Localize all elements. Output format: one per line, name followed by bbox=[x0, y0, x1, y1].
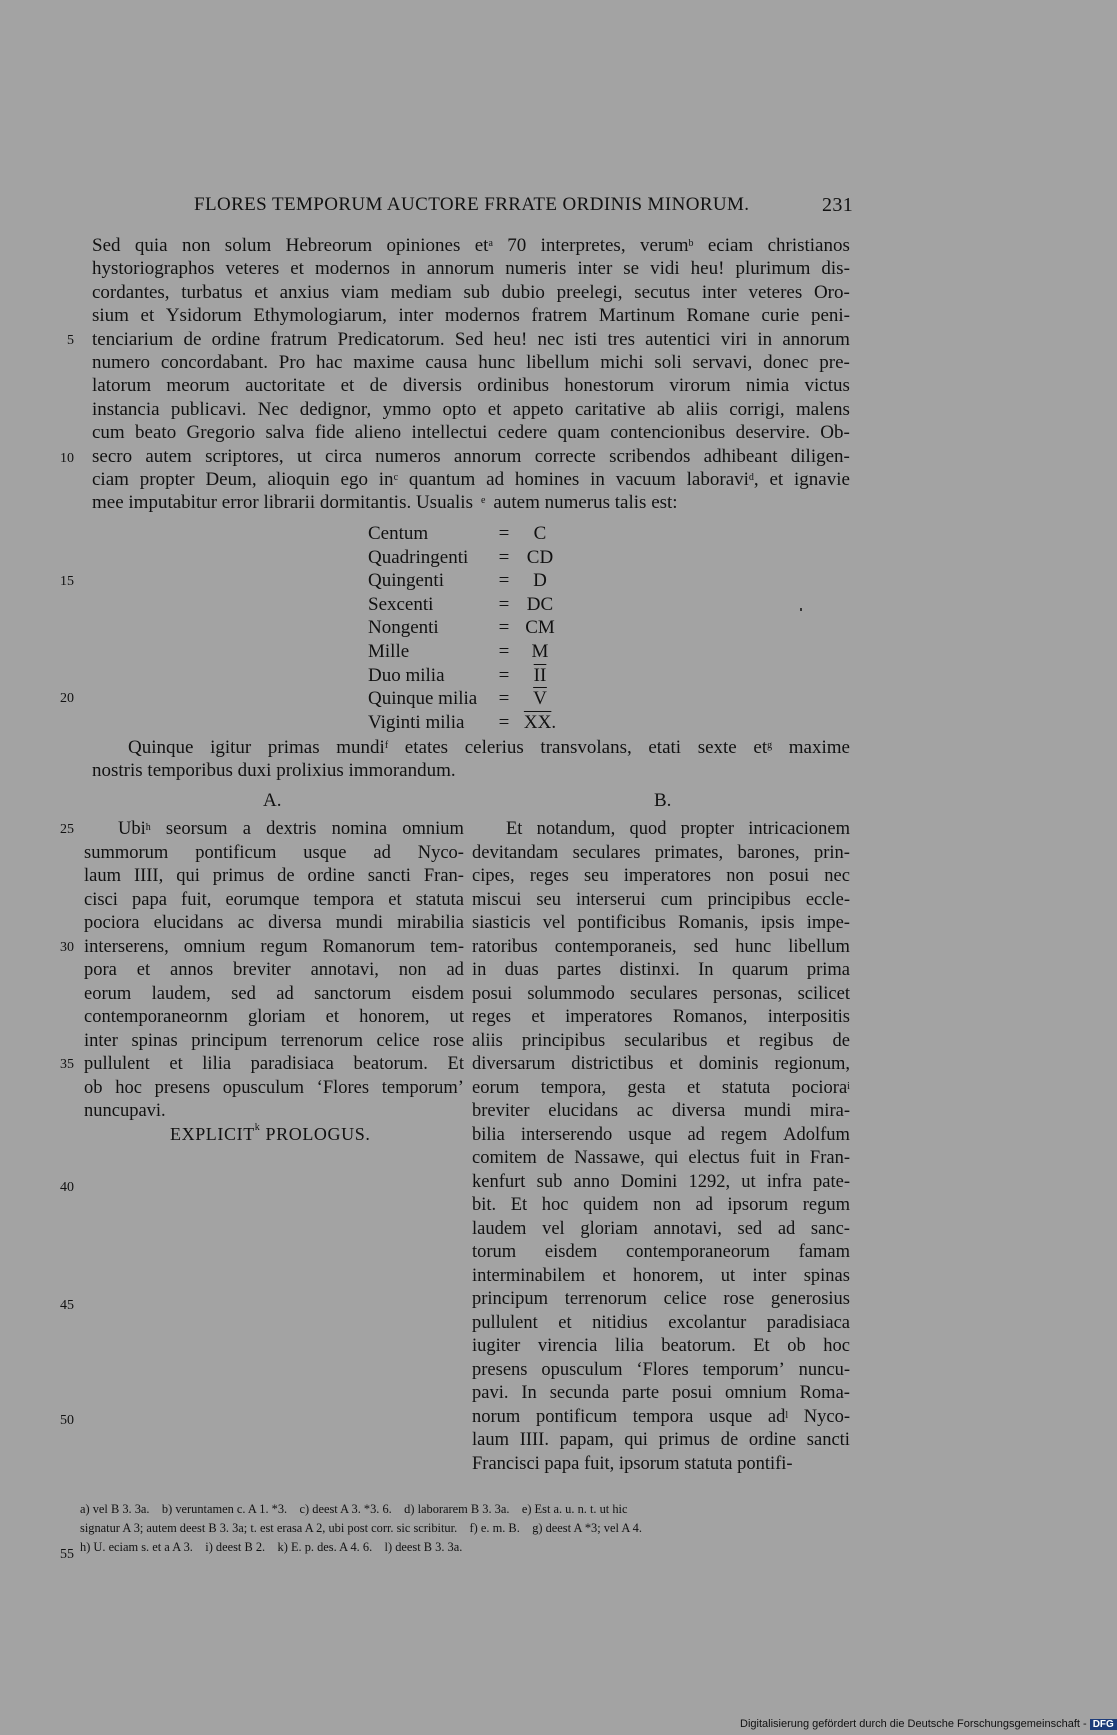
numeral-row bbox=[368, 522, 562, 546]
text-line: Et notandum, quod propter intricacionem bbox=[506, 819, 850, 839]
line-number: 30 bbox=[60, 940, 74, 955]
line-number: 10 bbox=[60, 451, 74, 466]
numeral-value: $\overline{XX}$. bbox=[523, 711, 557, 733]
text-line: sium et Ysidorum Ethymologiarum, inter modernos fratrem Martinum Romane curie peni- bbox=[92, 305, 850, 327]
text-line: pavi. In secunda parte posui omnium Roma- bbox=[472, 1383, 850, 1403]
text-line: comitem de Nassawe, qui electus fuit in Fran- bbox=[472, 1148, 850, 1168]
numeral-value: C bbox=[533, 523, 547, 544]
text-line: cum beato Gregorio salva fide alieno intellectui cedere quam contencionibus deservire. Ob- bbox=[92, 422, 850, 444]
text-line: contemporaneornm gloriam et honorem, ut bbox=[84, 1007, 464, 1027]
equals-sign: = bbox=[498, 523, 510, 544]
text-line: inter spinas principum terrenorum celice rose bbox=[84, 1030, 464, 1051]
text-line: laum IIII. papam, qui primus de ordine sancti bbox=[472, 1430, 850, 1450]
numeral-value: CM bbox=[525, 617, 555, 639]
numeral-row bbox=[368, 687, 562, 711]
line-number: 35 bbox=[60, 1057, 74, 1072]
numeral-name: Viginti milia bbox=[368, 711, 465, 733]
text-line: instancia publicavi. Nec dedignor, ymmo opto et appeto caritative ab aliis corrigi, malens bbox=[92, 398, 850, 420]
numeral-name: Quingenti bbox=[368, 570, 444, 592]
text-line: pullulent et nitidius excolantur paradisiaca bbox=[472, 1312, 850, 1333]
text-line: pociora elucidans ac diversa mundi mirabilia bbox=[84, 913, 464, 933]
speck bbox=[800, 608, 802, 611]
text-line: eorum tempora, gesta et statuta pociora$^i$ bbox=[472, 1077, 850, 1098]
text-line: miscui seu interserui cum principibus eccle- bbox=[472, 889, 850, 910]
numeral-row bbox=[368, 640, 562, 664]
dfg-logo: DFG bbox=[1090, 1719, 1117, 1730]
line-number: 15 bbox=[60, 574, 74, 589]
numeral-row bbox=[368, 569, 562, 593]
text-line: interminabilem et honorem, ut inter spinas bbox=[472, 1265, 850, 1286]
prologue-text bbox=[92, 234, 850, 515]
text-line: iugiter virencia lilia beatorum. Et ob hoc bbox=[472, 1336, 850, 1356]
text-line: hystoriographos veteres et modernos in annorum numeris inter se vidi heu! plurimum dis- bbox=[92, 258, 850, 280]
numeral-row bbox=[368, 711, 562, 735]
numeral-row bbox=[368, 593, 562, 617]
column-b-heading: B. bbox=[654, 790, 672, 811]
page-number: 231 bbox=[822, 194, 854, 216]
numeral-value: $\overline{II}$ bbox=[533, 664, 547, 686]
text-line: pora et annos breviter annotavi, non ad bbox=[84, 960, 464, 980]
text-line: principum terrenorum celice rose generosius bbox=[472, 1289, 850, 1309]
footnote-line: signatur A 3; autem deest B 3. 3a; t. est erasa A 2, ubi post corr. sic scribitur. f) e. m. B. g) deest A *3; vel A 4. bbox=[80, 1521, 642, 1535]
numeral-name: Mille bbox=[368, 640, 410, 662]
text-line: diversarum districtibus et dominis regionum, bbox=[472, 1054, 850, 1074]
text-line: summorum pontificum usque ad Nyco- bbox=[84, 842, 464, 863]
numeral-name: Quinque milia bbox=[368, 688, 478, 710]
text-line: siasticis vel pontificibus Romanis, ipsis impe- bbox=[472, 913, 850, 933]
column-a-text bbox=[84, 818, 464, 1124]
equals-sign: = bbox=[498, 640, 510, 662]
text-line: nostris temporibus duxi prolixius immorandum. bbox=[92, 760, 456, 782]
line-number: 50 bbox=[60, 1413, 74, 1428]
text-line: ratoribus contemporaneis, sed hunc libellum bbox=[472, 936, 850, 957]
equals-sign: = bbox=[498, 570, 510, 592]
numeral-value: DC bbox=[526, 593, 554, 615]
line-number: 25 bbox=[60, 822, 74, 837]
text-line: Francisci papa fuit, ipsorum statuta pontifi- bbox=[472, 1453, 793, 1474]
text-line: cipes, reges seu imperatores non posui nec bbox=[472, 866, 850, 886]
text-line: posui solummodo seculares personas, scilicet bbox=[472, 983, 850, 1004]
line-number: 20 bbox=[60, 691, 74, 706]
text-line: kenfurt sub anno Domini 1292, ut infra pate- bbox=[472, 1171, 850, 1192]
equals-sign: = bbox=[498, 617, 510, 639]
numeral-name: Sexcenti bbox=[368, 593, 434, 615]
line-number: 55 bbox=[60, 1547, 74, 1562]
text-line: ob hoc presens opusculum ‘Flores temporum’ bbox=[84, 1077, 464, 1098]
equals-sign: = bbox=[498, 593, 510, 615]
text-line: eorum laudem, sed ad sanctorum eisdem bbox=[84, 983, 464, 1004]
numeral-value: $\overline{V}$ bbox=[533, 688, 547, 710]
text-line: cisci papa fuit, eorumque tempora et statuta bbox=[84, 889, 464, 910]
text-line: bilia interserendo usque ad regem Adolfum bbox=[472, 1124, 850, 1145]
footer-text: Digitalisierung gefördert durch die Deutsche Forschungsgemeinschaft - bbox=[740, 1718, 1087, 1730]
text-line: presens opusculum ‘Flores temporum’ nuncu- bbox=[472, 1359, 850, 1380]
text-line: cordantes, turbatus et anxius viam mediam sub dubio preelegi, secutus inter veteres Oro- bbox=[92, 281, 850, 303]
numeral-value: D bbox=[533, 570, 547, 592]
text-line: devitandam seculares primates, barones, prin- bbox=[472, 842, 850, 863]
text-line: reges et imperatores Romanos, interpositis bbox=[472, 1007, 850, 1027]
text-line: secro autem scriptores, ut circa numeros annorum correcte scribendos adhibeant diligen- bbox=[92, 445, 850, 467]
numeral-value: M bbox=[531, 640, 549, 662]
numeral-row bbox=[368, 664, 562, 688]
equals-sign: = bbox=[498, 688, 510, 710]
numeral-name: Quadringenti bbox=[368, 546, 469, 568]
numeral-name: Nongenti bbox=[368, 617, 439, 639]
text-line: torum eisdem contemporaneorum famam bbox=[472, 1242, 850, 1262]
equals-sign: = bbox=[498, 546, 510, 568]
text-line: norum pontificum tempora usque $ad^l$ Nyco- bbox=[472, 1406, 850, 1427]
footnote-line: h) U. eciam s. et a A 3. i) deest B 2. k) E. p. des. A 4. 6. l) deest B 3. 3a. bbox=[80, 1540, 463, 1554]
closing-paragraph bbox=[92, 736, 850, 783]
equals-sign: = bbox=[498, 664, 510, 686]
text-line: laum IIII, qui primus de ordine sancti Fran- bbox=[84, 866, 464, 886]
footnote-line: a) vel B 3. 3a. b) veruntamen c. A 1. *3. c) deest A 3. *3. 6. d) laborarem B 3. 3a. e) Est a. u. n. t. ut hic bbox=[80, 1502, 628, 1516]
column-b-text bbox=[472, 818, 850, 1476]
text-line: Quinque igitur primas mundi$^f$ etates celerius transvolans, etati sexte $et^g$ maxime bbox=[128, 737, 850, 758]
text-line: interserens, omnium regum Romanorum tem- bbox=[84, 936, 464, 957]
text-line: Sed quia non solum Hebreorum opiniones $et^a$ 70 interpretes, verum$^b$ eciam christianos bbox=[92, 235, 850, 256]
footer-banner bbox=[740, 1718, 1117, 1730]
text-line: in duas partes distinxi. In quarum prima bbox=[472, 960, 850, 980]
numeral-value: CD bbox=[526, 546, 554, 568]
text-line: nuncupavi. bbox=[84, 1101, 166, 1121]
text-line: Ubi$^h$ seorsum a dextris nomina omnium bbox=[118, 819, 464, 839]
text-line: pullulent et lilia paradisiaca beatorum. Et bbox=[84, 1054, 464, 1074]
text-line: tenciarium de ordine fratrum Predicatorum. Sed heu! nec isti tres autentici viri in annorum bbox=[92, 328, 850, 350]
text-line: breviter elucidans ac diversa mundi mira- bbox=[472, 1101, 850, 1121]
text-line: laudem vel gloriam annotavi, sed ad sanc- bbox=[472, 1218, 850, 1239]
text-line: numero concordabant. Pro hac maxime causa hunc libellum michi soli servavi, donec pre- bbox=[92, 352, 850, 374]
line-number: 5 bbox=[67, 333, 74, 348]
text-line: mee imputabitur error librarii dormitantis. Usualis $^e$ autem numerus talis est: bbox=[92, 492, 678, 514]
text-line: aliis principibus secularibus et regibus de bbox=[472, 1030, 850, 1051]
numerals-table bbox=[368, 522, 562, 734]
numeral-row bbox=[368, 546, 562, 570]
text-line: ciam propter Deum, alioquin ego $in^c$ quantum ad homines in vacuum laboravi$^d$, et ignavie bbox=[92, 469, 850, 491]
line-number: 40 bbox=[60, 1180, 74, 1195]
footnotes bbox=[80, 1500, 850, 1557]
text-line: bit. Et hoc quidem non ad ipsorum regum bbox=[472, 1195, 850, 1215]
equals-sign: = bbox=[498, 711, 510, 733]
numeral-name: Centum bbox=[368, 523, 429, 544]
column-a-heading: A. bbox=[263, 790, 282, 811]
explicit-prologus: EXPLICIT$^k$ PROLOGUS. bbox=[170, 1122, 371, 1144]
numeral-row bbox=[368, 616, 562, 640]
line-number: 45 bbox=[60, 1298, 74, 1313]
text-line: latorum meorum auctoritate et de diversis ordinibus honestorum virorum nimia victus bbox=[92, 375, 850, 397]
numeral-name: Duo milia bbox=[368, 664, 445, 686]
header-title: FLORES TEMPORUM AUCTORE FRRATE ORDINIS MINORUM. bbox=[194, 194, 750, 215]
